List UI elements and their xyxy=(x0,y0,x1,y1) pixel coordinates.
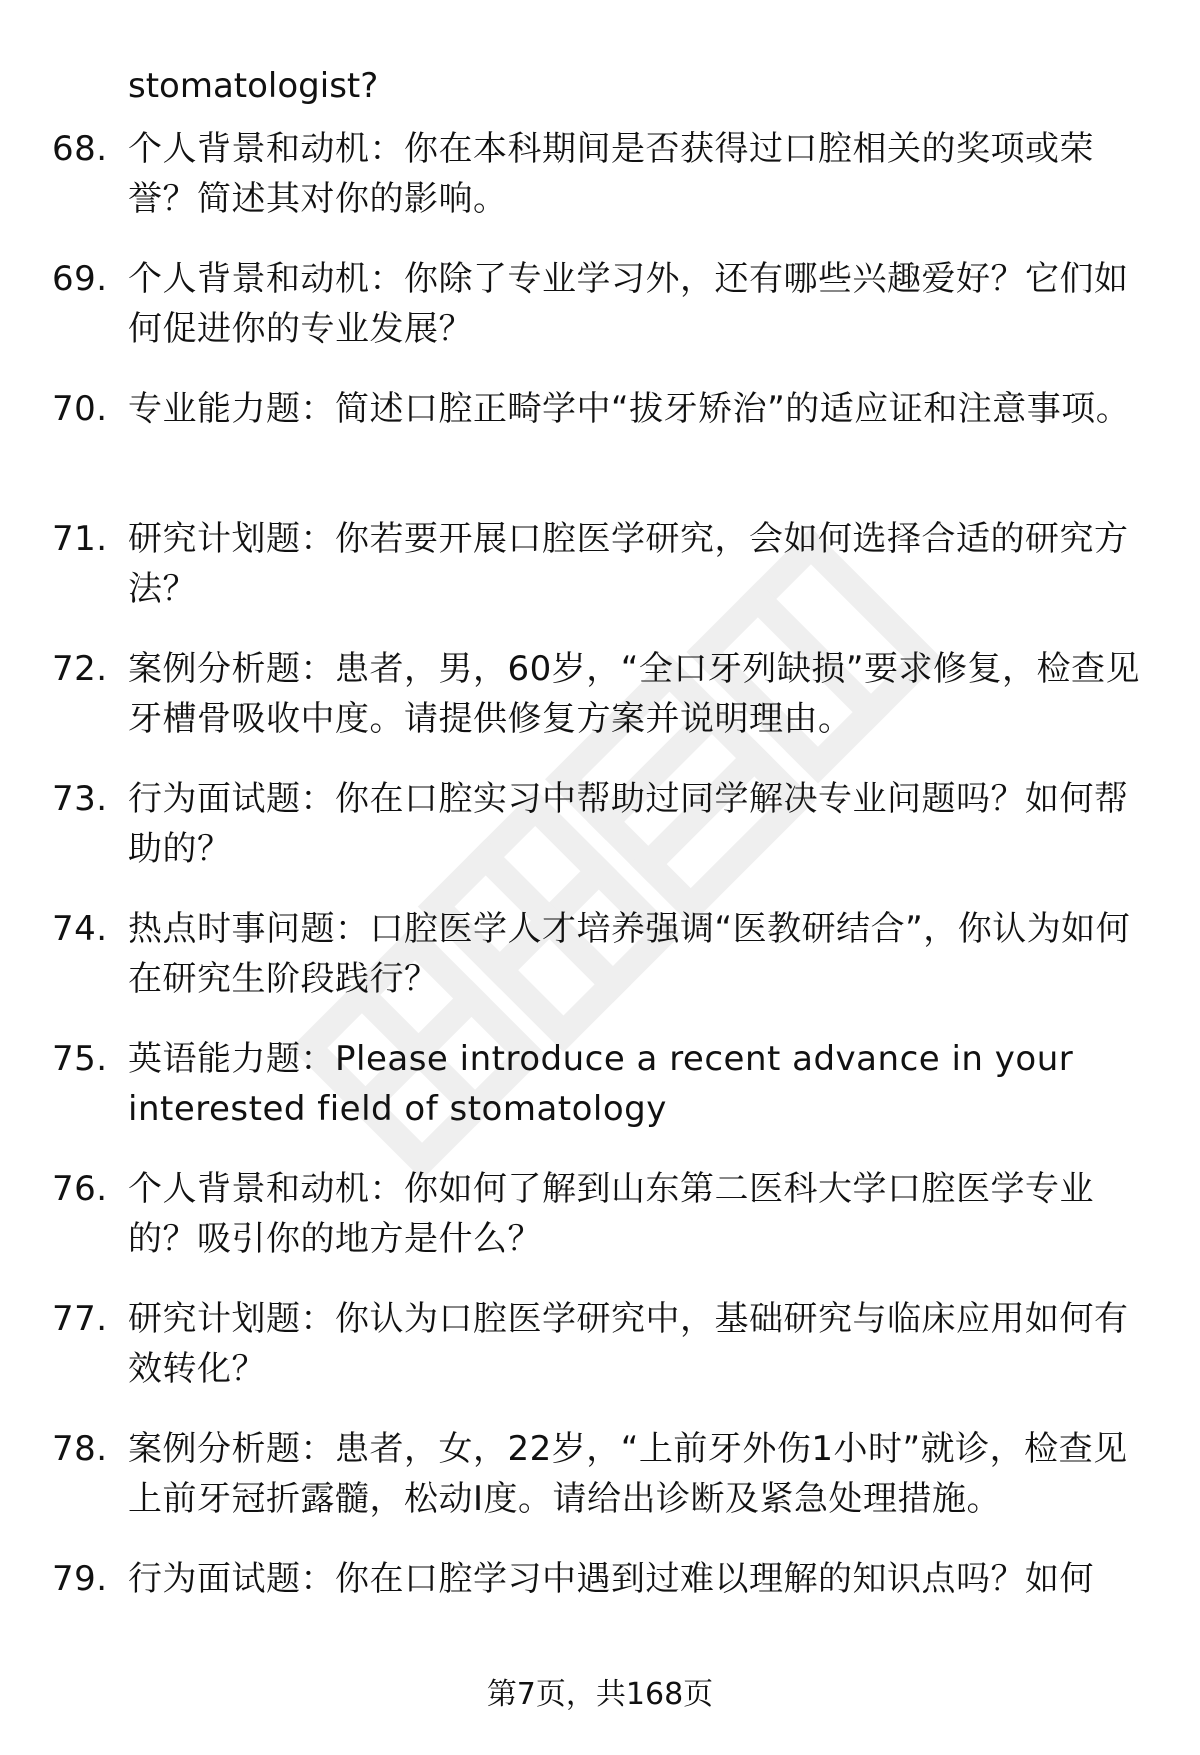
question-item xyxy=(0,384,1200,514)
question-item xyxy=(0,904,1200,1034)
question-item xyxy=(0,514,1200,644)
question-item xyxy=(0,124,1200,254)
question-text: 热点时事问题：口腔医学人才培养强调“医教研结合”，你认为如何在研究生阶段践行？ xyxy=(128,909,1131,999)
question-list-area xyxy=(0,60,1200,1684)
question-number: 76. xyxy=(52,1169,108,1209)
question-number: 70. xyxy=(52,389,108,429)
page-number-label: 第7页，共168页 xyxy=(486,1677,714,1712)
question-text: 个人背景和动机：你在本科期间是否获得过口腔相关的奖项或荣誉？简述其对你的影响。 xyxy=(128,129,1094,219)
page-footer xyxy=(0,1675,1200,1715)
question-number: 74. xyxy=(52,909,108,949)
question-text: 专业能力题：简述口腔正畸学中“拔牙矫治”的适应证和注意事项。 xyxy=(128,389,1131,429)
question-item xyxy=(0,1554,1200,1684)
question-number: 79. xyxy=(52,1559,108,1599)
question-text: 案例分析题：患者，女，22岁，“上前牙外伤1小时”就诊，检查见上前牙冠折露髓，松动Ⅰ度。请给出诊断及紧急处理措施。 xyxy=(128,1429,1128,1519)
question-item xyxy=(0,1034,1200,1164)
question-item xyxy=(0,1424,1200,1554)
question-number: 78. xyxy=(52,1429,108,1469)
question-list xyxy=(0,124,1200,1684)
question-text: 个人背景和动机：你除了专业学习外，还有哪些兴趣爱好？它们如何促进你的专业发展？ xyxy=(128,259,1129,349)
question-text: 个人背景和动机：你如何了解到山东第二医科大学口腔医学专业的？吸引你的地方是什么？ xyxy=(128,1169,1094,1259)
question-number: 75. xyxy=(52,1039,108,1079)
question-item xyxy=(0,254,1200,384)
question-number: 73. xyxy=(52,779,108,819)
question-number: 77. xyxy=(52,1299,108,1339)
question-number: 68. xyxy=(52,129,108,169)
question-text: 研究计划题：你认为口腔医学研究中，基础研究与临床应用如何有效转化？ xyxy=(128,1299,1129,1389)
question-item xyxy=(0,1164,1200,1294)
question-item xyxy=(0,644,1200,774)
question-text: 英语能力题：Please introduce a recent advance in your interested field of stomatology xyxy=(128,1039,1074,1129)
question-text: 行为面试题：你在口腔实习中帮助过同学解决专业问题吗？如何帮助的？ xyxy=(128,779,1129,869)
question-text: 研究计划题：你若要开展口腔医学研究，会如何选择合适的研究方法？ xyxy=(128,519,1129,609)
question-item xyxy=(0,1294,1200,1424)
question-number: 71. xyxy=(52,519,108,559)
question-text: 案例分析题：患者，男，60岁，“全口牙列缺损”要求修复，检查见牙槽骨吸收中度。请提供修复方案并说明理由。 xyxy=(128,649,1140,739)
question-text: 行为面试题：你在口腔学习中遇到过难以理解的知识点吗？如何 xyxy=(128,1559,1094,1599)
continued-question-text: stomatologist? xyxy=(128,66,379,106)
question-number: 69. xyxy=(52,259,108,299)
question-number: 72. xyxy=(52,649,108,689)
question-item xyxy=(0,774,1200,904)
